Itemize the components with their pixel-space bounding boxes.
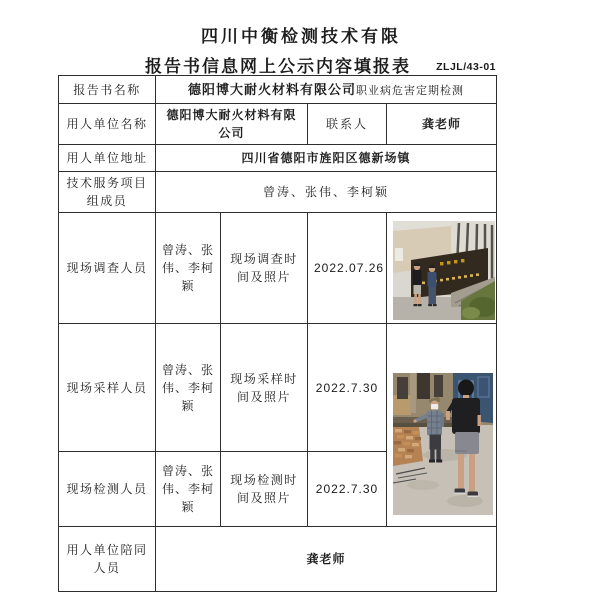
company-title: 四川中衡检测技术有限	[201, 27, 401, 46]
site-survey-time-label: 现场调查时间及照片	[221, 213, 308, 324]
site-sampling-members: 曾涛、张伟、李柯颖	[156, 324, 221, 452]
tech-team-label: 技术服务项目组成员	[59, 172, 156, 213]
site-sampling-label: 现场采样人员	[59, 324, 156, 452]
report-form-table	[58, 75, 497, 592]
site-survey-members: 曾涛、张伟、李柯颖	[156, 213, 221, 324]
employer-address-value: 四川省德阳市旌阳区德新场镇	[156, 145, 497, 172]
employer-address-label: 用人单位地址	[59, 145, 156, 172]
row-site-sampling	[59, 324, 497, 452]
employer-name-label: 用人单位名称	[59, 104, 156, 145]
report-name-label: 报告书名称	[59, 76, 156, 104]
report-name-company: 德阳博大耐火材料有限公司	[188, 81, 357, 97]
workshop-photo-cell	[387, 324, 497, 527]
site-testing-date: 2022.7.30	[308, 452, 387, 527]
factory-signboard-photo	[393, 221, 495, 320]
row-site-survey	[59, 213, 497, 324]
contact-label: 联系人	[308, 104, 387, 145]
site-testing-members: 曾涛、张伟、李柯颖	[156, 452, 221, 527]
site-survey-photo-cell	[387, 213, 497, 324]
row-employer-name	[59, 104, 497, 145]
site-survey-date: 2022.07.26	[308, 213, 387, 324]
workshop-scene-photo	[393, 373, 493, 515]
doc-code: ZLJL/43-01	[436, 61, 496, 73]
site-testing-time-label: 现场检测时间及照片	[221, 452, 308, 527]
row-report-name	[59, 76, 497, 104]
site-survey-label: 现场调查人员	[59, 213, 156, 324]
tech-team-members: 曾涛、张伟、李柯颖	[156, 172, 497, 213]
row-employer-address	[59, 145, 497, 172]
site-testing-label: 现场检测人员	[59, 452, 156, 527]
escort-value: 龚老师	[156, 527, 497, 592]
site-sampling-date: 2022.7.30	[308, 324, 387, 452]
site-sampling-time-label: 现场采样时间及照片	[221, 324, 308, 452]
form-title: 报告书信息网上公示内容填报表	[145, 57, 411, 76]
employer-name-value: 德阳博大耐火材料有限公司	[156, 104, 308, 145]
report-name-suffix: 职业病危害定期检测	[356, 84, 465, 97]
title-block	[58, 22, 498, 74]
report-name-value	[156, 76, 497, 104]
escort-label: 用人单位陪同人员	[59, 527, 156, 592]
row-escort	[59, 527, 497, 592]
contact-value: 龚老师	[387, 104, 497, 145]
row-tech-team	[59, 172, 497, 213]
